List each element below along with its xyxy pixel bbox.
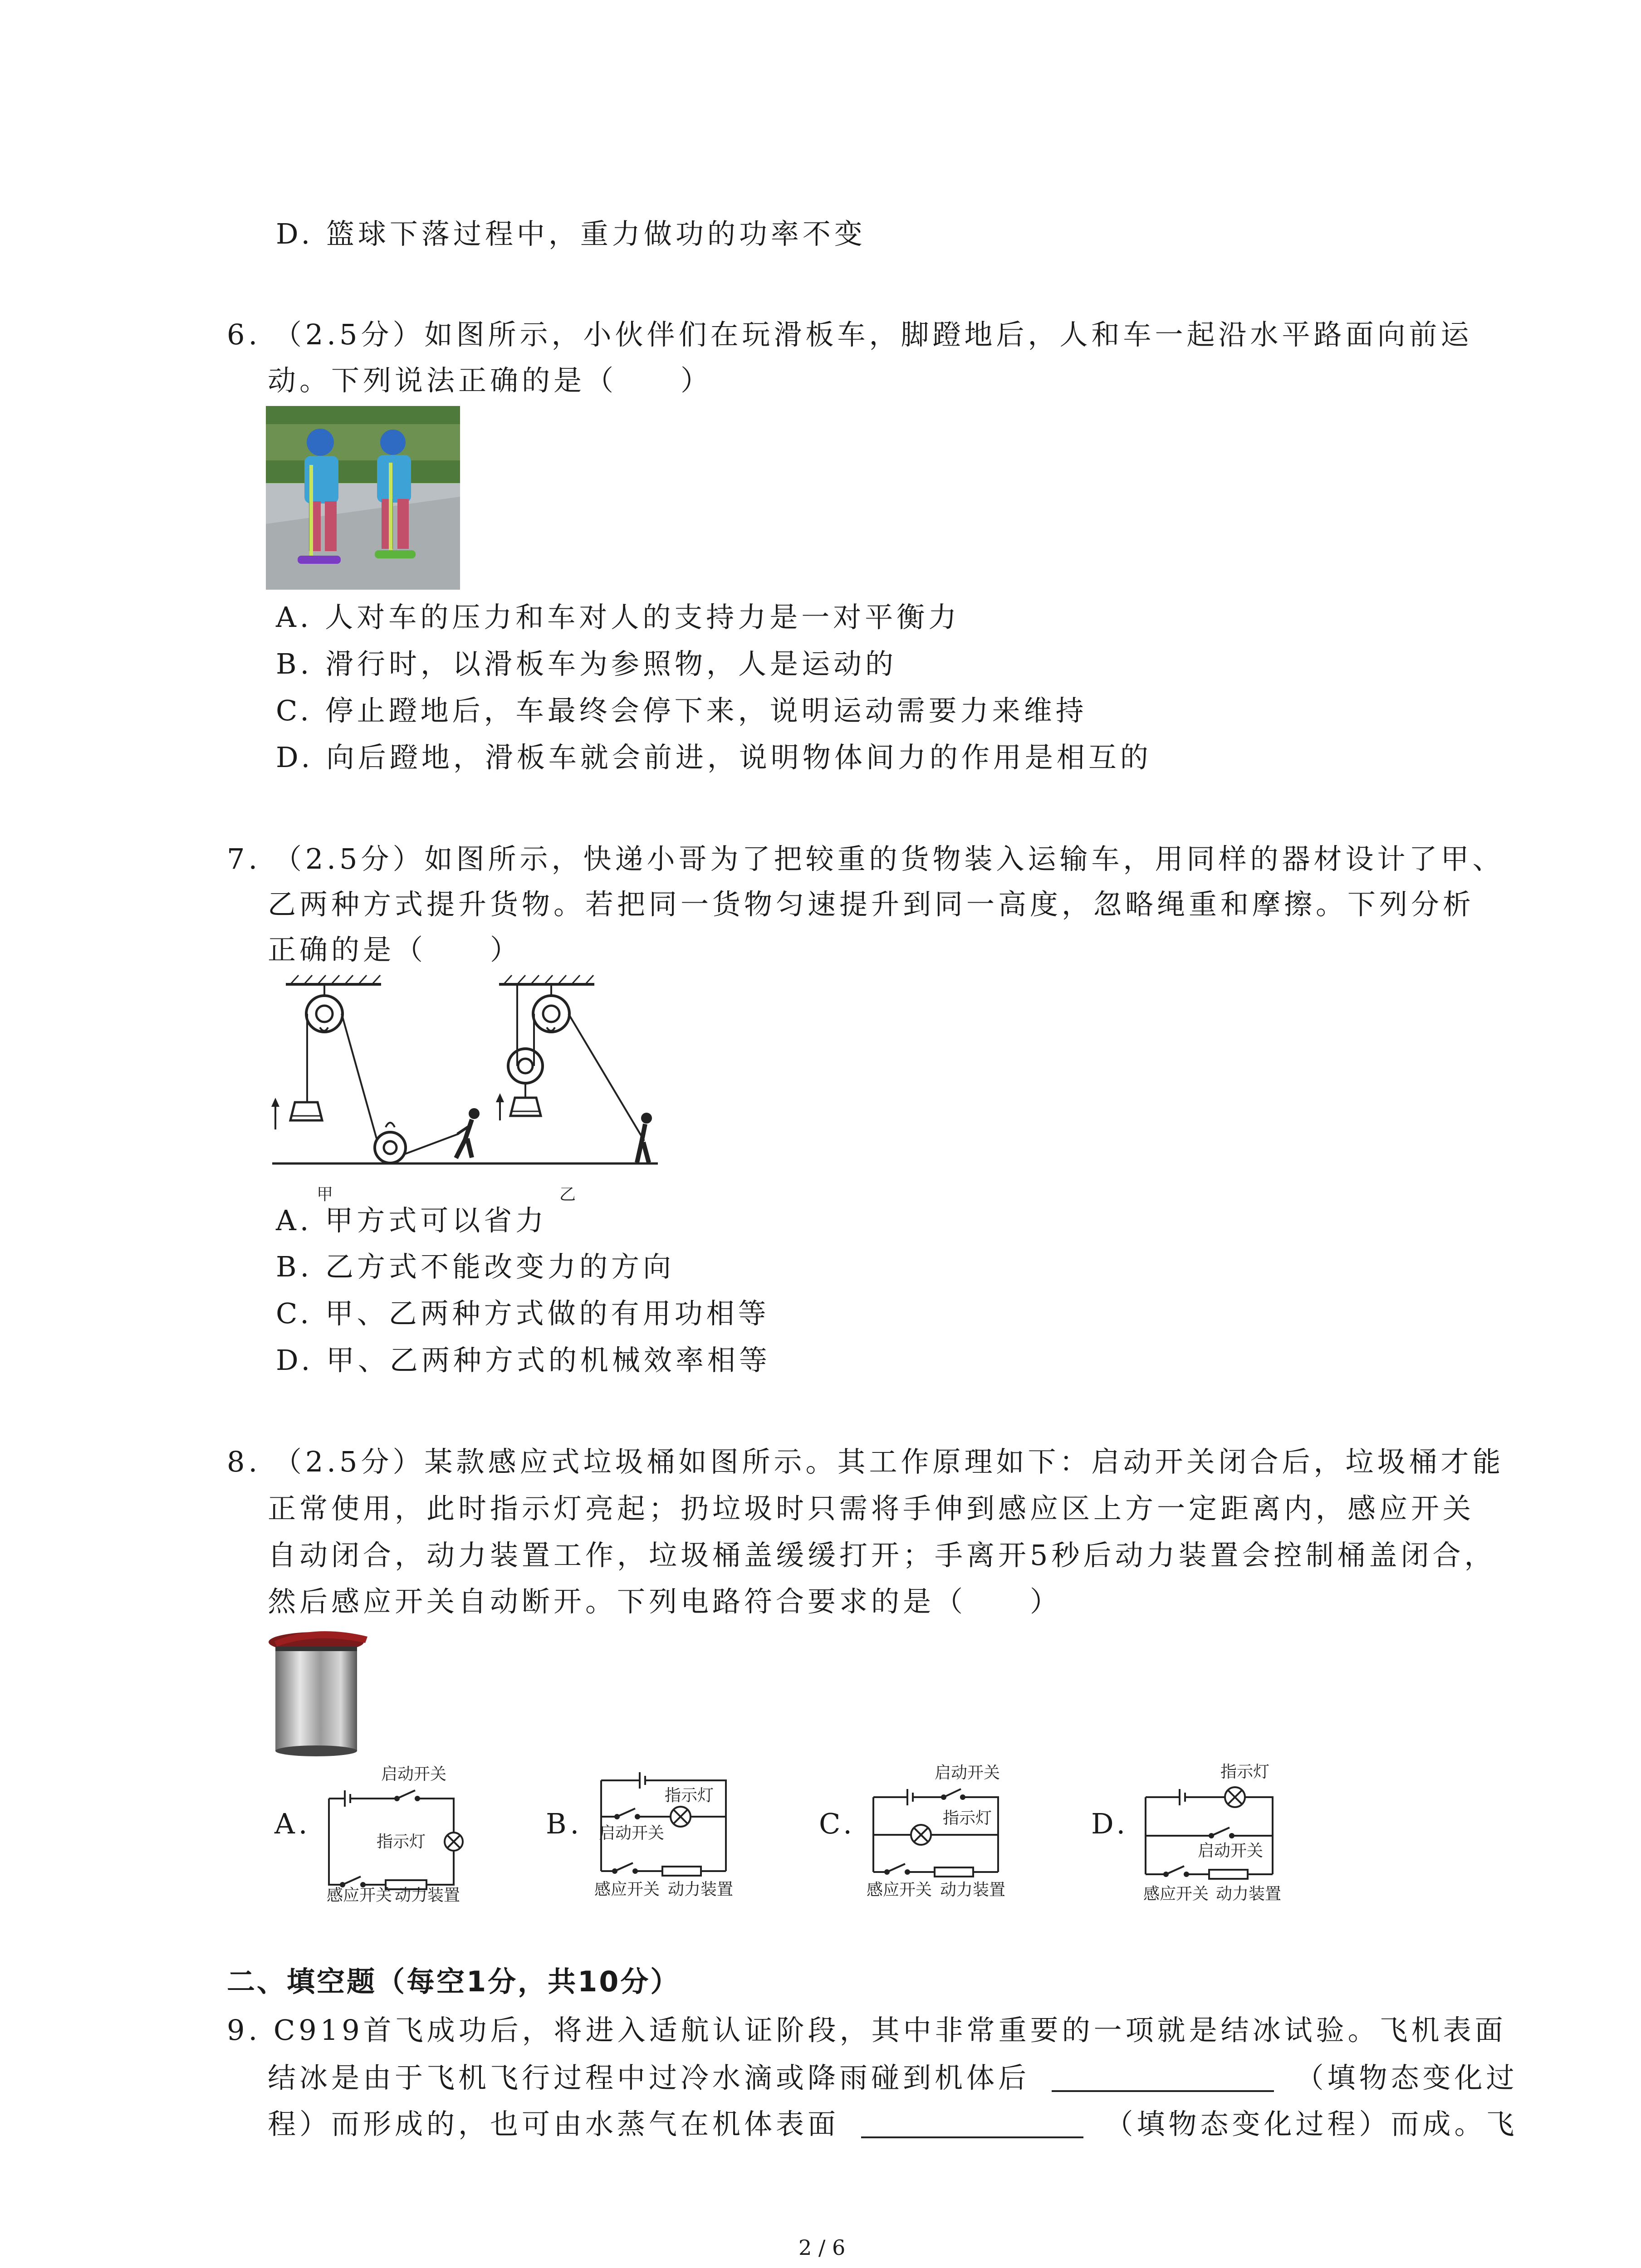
- q9-line1: 9. C919首飞成功后，将进入适航认证阶段，其中非常重要的一项就是结冰试验。飞机表面: [227, 2014, 1507, 2047]
- circuit-b: [590, 1767, 740, 1905]
- circuit-c-power-label: 动力装置: [940, 1881, 1006, 1899]
- circuit-d-sensor-label: 感应开关: [1143, 1885, 1209, 1903]
- circuit-b-power-label: 动力装置: [668, 1880, 734, 1899]
- circuit-d-label: D.: [1091, 1807, 1129, 1840]
- q7-option-a: A. 甲方式可以省力: [276, 1204, 548, 1237]
- q7-stem-line2: 乙两种方式提升货物。若把同一货物匀速提升到同一高度，忽略绳重和摩擦。下列分析: [268, 888, 1475, 921]
- circuit-b-start-switch-label: 启动开关: [599, 1824, 665, 1843]
- q9-line3: [268, 2107, 1518, 2141]
- q8-stem-line2: 正常使用，此时指示灯亮起；扔垃圾时只需将手伸到感应区上方一定距离内，感应开关: [268, 1492, 1475, 1525]
- circuit-a: [318, 1762, 476, 1905]
- q9-line2-text-a: 结冰是由于飞机飞行过程中过冷水滴或降雨碰到机体后: [268, 2061, 1030, 2094]
- q6-option-c: C. 停止蹬地后，车最终会停下来，说明运动需要力来维持: [276, 694, 1087, 727]
- q6-stem-line1: 6. （2.5分）如图所示，小伙伴们在玩滑板车，脚蹬地后，人和车一起沿水平路面向前运: [227, 318, 1473, 351]
- q8-stem-line1: 8. （2.5分）某款感应式垃圾桶如图所示。其工作原理如下：启动开关闭合后，垃圾桶才能: [227, 1445, 1504, 1478]
- q9-line3-text-b: （填物态变化过程）而成。飞: [1105, 2107, 1518, 2141]
- q9-line2: [268, 2063, 1518, 2092]
- pulley-diagram: [268, 971, 676, 1207]
- q7-stem-line1: 7. （2.5分）如图所示，快递小哥为了把较重的货物装入运输车，用同样的器材设计了甲、: [227, 842, 1504, 875]
- circuit-b-label: B.: [546, 1807, 583, 1840]
- circuit-a-power-label: 动力装置: [395, 1886, 460, 1905]
- page-number: 2 / 6: [798, 2235, 846, 2260]
- q6-option-a: A. 人对车的压力和车对人的支持力是一对平衡力: [276, 601, 960, 634]
- circuit-c-label: C.: [819, 1807, 856, 1840]
- circuit-d-start-switch-label: 启动开关: [1198, 1842, 1264, 1860]
- section-2-title: 二、填空题（每空1分，共10分）: [227, 1965, 681, 1998]
- circuit-b-sensor-label: 感应开关: [594, 1880, 660, 1899]
- label-jia: 甲: [317, 1185, 333, 1204]
- q9-line3-text-a: 程）而形成的，也可由水蒸气在机体表面: [268, 2107, 840, 2141]
- q6-stem-line2: 动。下列说法正确的是（ ）: [268, 364, 713, 397]
- label-yi: 乙: [559, 1185, 576, 1204]
- circuit-c: [862, 1761, 1012, 1905]
- circuit-d: [1134, 1761, 1288, 1905]
- q9-blank-2[interactable]: [861, 2109, 1083, 2138]
- q9-blank-1[interactable]: [1052, 2063, 1274, 2092]
- q7-option-c: C. 甲、乙两种方式做的有用功相等: [276, 1297, 770, 1330]
- circuit-d-power-label: 动力装置: [1216, 1885, 1282, 1903]
- circuit-b-indicator-label: 指示灯: [665, 1786, 714, 1805]
- q6-option-b: B. 滑行时，以滑板车为参照物，人是运动的: [276, 647, 897, 680]
- circuit-c-sensor-label: 感应开关: [867, 1881, 932, 1899]
- q7-stem-line3: 正确的是（ ）: [268, 933, 522, 966]
- q5-option-d: D. 篮球下落过程中，重力做功的功率不变: [276, 217, 866, 250]
- circuit-a-label: A.: [274, 1807, 311, 1840]
- trash-can-photo: [265, 1628, 370, 1758]
- circuit-a-start-switch-label: 启动开关: [381, 1765, 447, 1784]
- circuit-a-indicator-label: 指示灯: [377, 1833, 426, 1851]
- circuit-c-indicator-label: 指示灯: [943, 1809, 992, 1828]
- circuit-c-start-switch-label: 启动开关: [935, 1764, 1000, 1782]
- q8-stem-line4: 然后感应开关自动断开。下列电路符合要求的是（ ）: [268, 1585, 1062, 1618]
- q8-stem-line3: 自动闭合，动力装置工作，垃圾桶盖缓缓打开；手离开5秒后动力装置会控制桶盖闭合，: [268, 1539, 1496, 1572]
- q9-line2-text-b: （填物态变化过: [1295, 2061, 1518, 2094]
- scooter-kids-photo: [266, 406, 460, 590]
- q6-option-d: D. 向后蹬地，滑板车就会前进，说明物体间力的作用是相互的: [276, 741, 1152, 774]
- q7-option-d: D. 甲、乙两种方式的机械效率相等: [276, 1344, 771, 1377]
- circuit-d-indicator-label: 指示灯: [1220, 1763, 1270, 1781]
- q7-option-b: B. 乙方式不能改变力的方向: [276, 1250, 675, 1283]
- circuit-a-sensor-label: 感应开关: [327, 1886, 392, 1905]
